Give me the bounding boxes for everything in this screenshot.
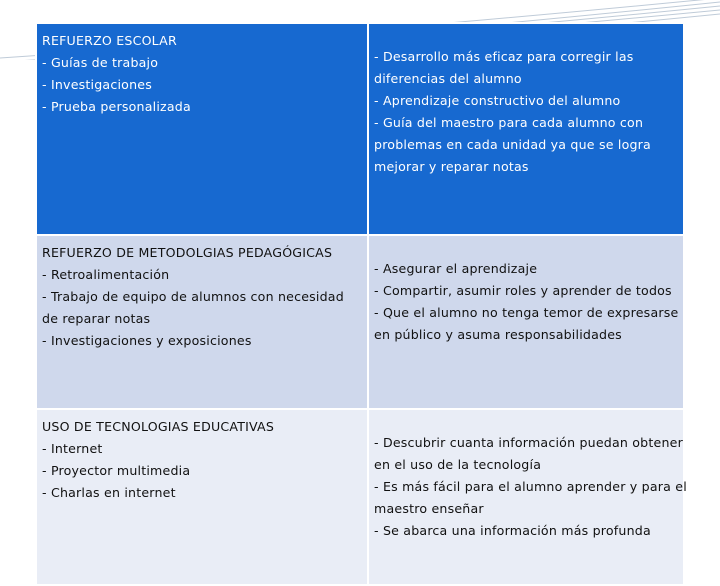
- cell-line: - Asegurar el aprendizaje: [374, 261, 538, 276]
- cell-line: - Charlas en internet: [42, 485, 176, 500]
- table-row: [36, 409, 684, 585]
- cell-line: - Desarrollo más eficaz para corregir las: [374, 49, 634, 64]
- table-cell-left: [36, 409, 368, 585]
- cell-line: - Descubrir cuanta información puedan obtener: [374, 435, 683, 450]
- cell-line: en público y asuma responsabilidades: [374, 327, 622, 342]
- cell-heading: USO DE TECNOLOGIAS EDUCATIVAS: [42, 419, 275, 434]
- cell-line: - Es más fácil para el alumno aprender y para el: [374, 479, 687, 494]
- cell-line: - Compartir, asumir roles y aprender de todos: [374, 283, 672, 298]
- table-cell-right: [368, 409, 687, 585]
- cell-line: de reparar notas: [42, 311, 151, 326]
- cell-line: en el uso de la tecnología: [374, 457, 542, 472]
- cell-line: - Se abarca una información más profunda: [374, 523, 651, 538]
- content-table: [35, 22, 685, 586]
- cell-heading: REFUERZO ESCOLAR: [42, 33, 177, 48]
- table-cell-right: [368, 23, 684, 235]
- table-cell-right: [368, 235, 684, 409]
- table-row: [36, 23, 684, 235]
- cell-line: - Aprendizaje constructivo del alumno: [374, 93, 621, 108]
- cell-line: - Investigaciones: [42, 77, 152, 92]
- cell-line: - Internet: [42, 441, 103, 456]
- cell-line: - Guías de trabajo: [42, 55, 159, 70]
- cell-line: - Guía del maestro para cada alumno con: [374, 115, 644, 130]
- table-cell-left: [36, 23, 368, 235]
- cell-line: - Retroalimentación: [42, 267, 170, 282]
- cell-line: - Que el alumno no tenga temor de expresarse: [374, 305, 679, 320]
- cell-line: problemas en cada unidad ya que se logra: [374, 137, 651, 152]
- cell-line: - Prueba personalizada: [42, 99, 191, 114]
- cell-line: mejorar y reparar notas: [374, 159, 529, 174]
- cell-line: maestro enseñar: [374, 501, 484, 516]
- cell-heading: REFUERZO DE METODOLGIAS PEDAGÓGICAS: [42, 245, 333, 260]
- table-cell-left: [36, 235, 368, 409]
- table-row: [36, 235, 684, 409]
- cell-line: - Proyector multimedia: [42, 463, 191, 478]
- cell-line: - Trabajo de equipo de alumnos con necesidad: [42, 289, 344, 304]
- cell-line: diferencias del alumno: [374, 71, 522, 86]
- cell-line: - Investigaciones y exposiciones: [42, 333, 252, 348]
